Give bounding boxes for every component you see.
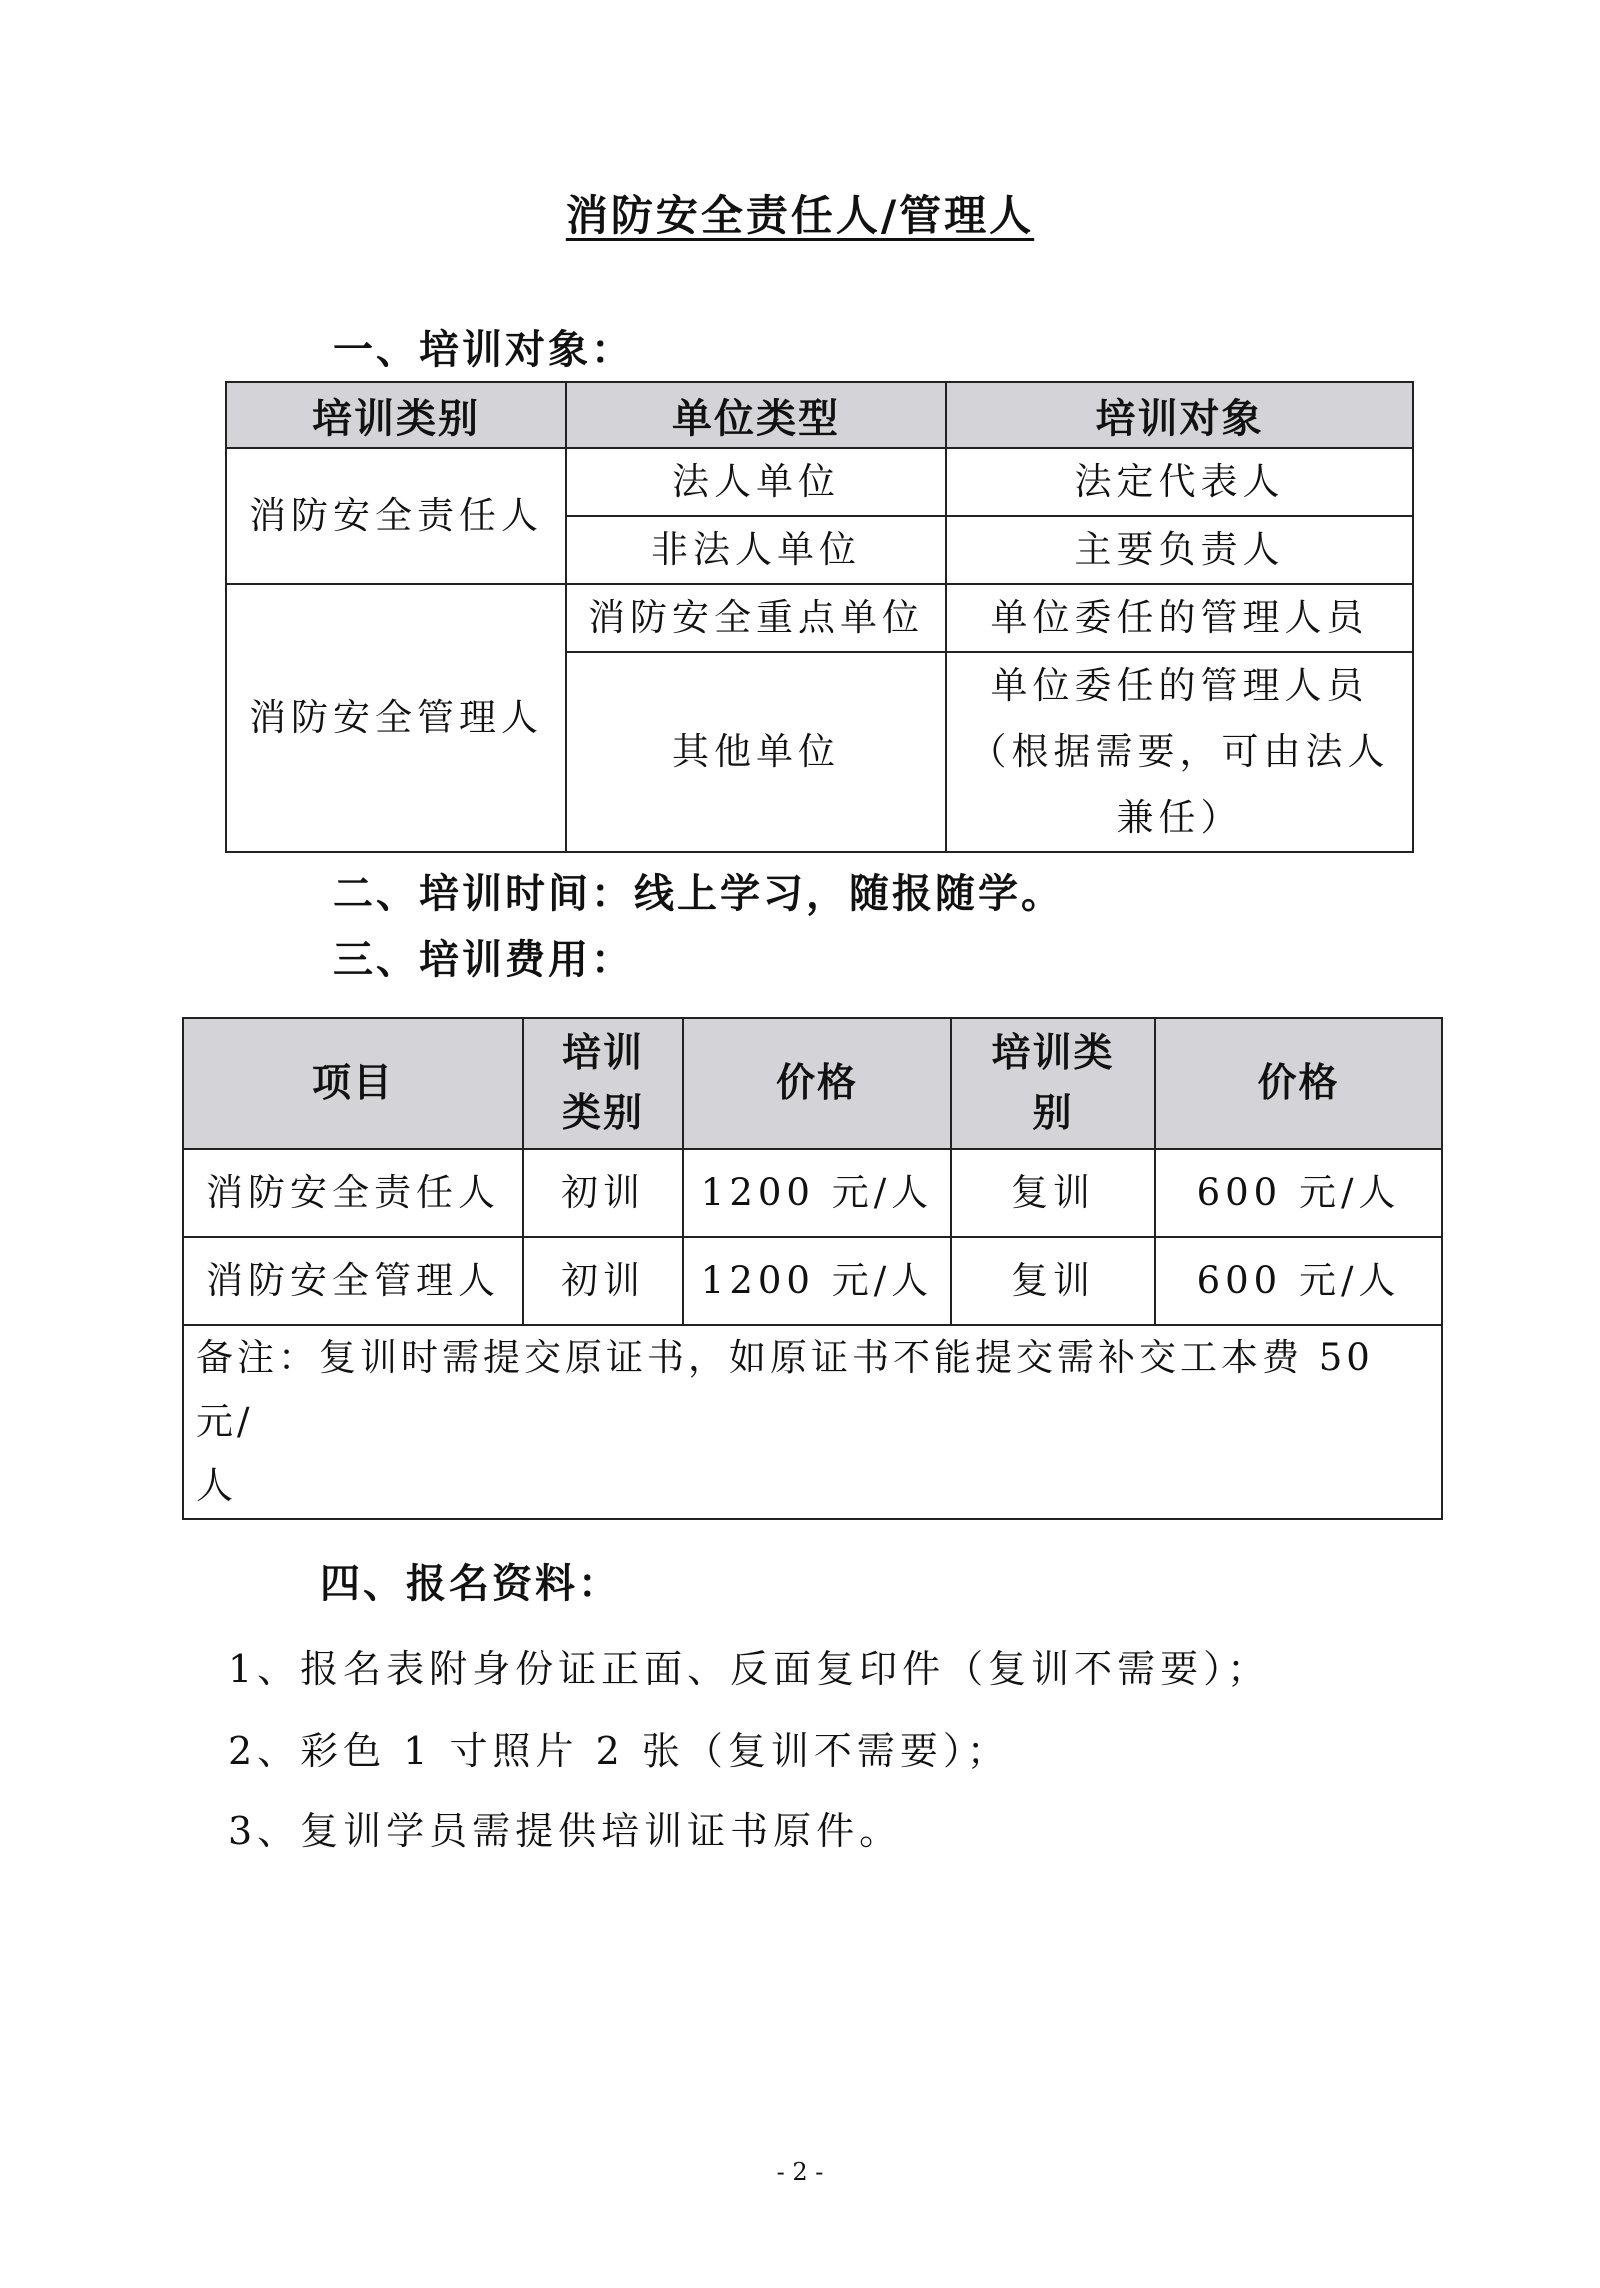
table-row <box>183 1149 1442 1237</box>
category-cell: 消防安全管理人 <box>226 584 566 852</box>
item-cell: 消防安全管理人 <box>183 1237 523 1325</box>
price-cell: 1200 元/人 <box>683 1149 951 1237</box>
type-cell: 初训 <box>523 1237 683 1325</box>
section-heading-training-fee: 三、培训费用： <box>333 937 634 983</box>
unit-type-cell: 其他单位 <box>566 652 946 852</box>
item-cell: 消防安全责任人 <box>183 1149 523 1237</box>
target-cell: 主要负责人 <box>946 516 1413 584</box>
header-line: 培训类 <box>991 1030 1115 1076</box>
section-heading-training-time: 二、培训时间：线上学习，随报随学。 <box>333 871 1064 917</box>
target-cell: 单位委任的管理人员 <box>946 584 1413 652</box>
type-cell: 复训 <box>951 1149 1155 1237</box>
unit-type-cell: 法人单位 <box>566 448 946 516</box>
table-row <box>183 1237 1442 1325</box>
list-item: 2、彩色 1 寸照片 2 张（复训不需要）； <box>228 1729 1010 1773</box>
header-type-2 <box>951 1018 1155 1149</box>
type-cell: 初训 <box>523 1149 683 1237</box>
training-target-table <box>225 381 1414 853</box>
header-unit-type: 单位类型 <box>566 382 946 448</box>
category-cell: 消防安全责任人 <box>226 448 566 584</box>
note-line: 备注：复训时需提交原证书，如原证书不能提交需补交工本费 50 元/ <box>196 1336 1374 1443</box>
page-number: - 2 - <box>776 2158 824 2186</box>
list-item: 1、报名表附身份证正面、反面复印件（复训不需要）； <box>228 1647 1271 1691</box>
header-line: 别 <box>1032 1090 1074 1136</box>
header-price-2: 价格 <box>1155 1018 1442 1149</box>
training-fee-table <box>182 1017 1443 1520</box>
unit-type-cell: 消防安全重点单位 <box>566 584 946 652</box>
type-cell: 复训 <box>951 1237 1155 1325</box>
target-cell-multiline <box>946 652 1413 852</box>
section-heading-training-target: 一、培训对象： <box>333 327 634 373</box>
note-cell <box>183 1325 1442 1519</box>
note-line: 人 <box>196 1464 237 1507</box>
header-category: 培训类别 <box>226 382 566 448</box>
header-price-1: 价格 <box>683 1018 951 1149</box>
header-line: 培训 <box>561 1030 644 1076</box>
target-cell: 法定代表人 <box>946 448 1413 516</box>
target-line: （根据需要，可由法人 <box>969 730 1390 773</box>
price-cell: 600 元/人 <box>1155 1237 1442 1325</box>
header-type-1 <box>523 1018 683 1149</box>
target-line: 单位委任的管理人员 <box>990 664 1369 707</box>
page-title: 消防安全责任人/管理人 <box>565 191 1035 240</box>
section-heading-materials: 四、报名资料： <box>320 1561 621 1607</box>
price-cell: 1200 元/人 <box>683 1237 951 1325</box>
target-line: 兼任） <box>1116 796 1243 839</box>
price-cell: 600 元/人 <box>1155 1149 1442 1237</box>
header-line: 类别 <box>561 1090 644 1136</box>
header-target: 培训对象 <box>946 382 1413 448</box>
list-item: 3、复训学员需提供培训证书原件。 <box>228 1809 903 1853</box>
unit-type-cell: 非法人单位 <box>566 516 946 584</box>
header-item: 项目 <box>183 1018 523 1149</box>
